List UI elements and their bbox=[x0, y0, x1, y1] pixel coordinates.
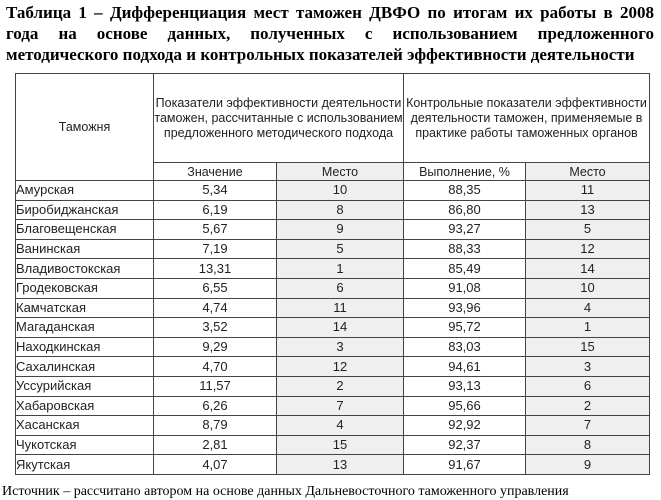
cell-execution: 92,37 bbox=[404, 435, 526, 455]
cell-place-method: 1 bbox=[277, 259, 404, 279]
cell-place-method: 14 bbox=[277, 318, 404, 338]
cell-execution: 93,13 bbox=[404, 376, 526, 396]
cell-execution: 92,92 bbox=[404, 416, 526, 436]
cell-value: 3,52 bbox=[154, 318, 277, 338]
cell-value: 6,26 bbox=[154, 396, 277, 416]
cell-place-control: 12 bbox=[526, 239, 650, 259]
cell-place-method: 6 bbox=[277, 278, 404, 298]
cell-place-control: 9 bbox=[526, 455, 650, 475]
cell-place-control: 11 bbox=[526, 181, 650, 201]
cell-place-control: 10 bbox=[526, 278, 650, 298]
table-row bbox=[16, 376, 650, 396]
source-note: Источник – рассчитано автором на основе данных Дальневосточного таможенного управления bbox=[2, 484, 569, 499]
cell-execution: 94,61 bbox=[404, 357, 526, 377]
table-caption: Таблица 1 – Дифференциация мест таможен ДВФО по итогам их работы в 2008 года на основе данных, полученных с использованием предложенного методического подхода и контрольных показателей эффективности деятельности bbox=[6, 3, 654, 64]
cell-customs-name: Биробиджанская bbox=[16, 200, 154, 220]
header-place-control: Место bbox=[526, 163, 650, 181]
table-row bbox=[16, 435, 650, 455]
cell-place-method: 13 bbox=[277, 455, 404, 475]
cell-place-method: 9 bbox=[277, 220, 404, 240]
cell-customs-name: Камчатская bbox=[16, 298, 154, 318]
cell-place-method: 10 bbox=[277, 181, 404, 201]
cell-customs-name: Чукотская bbox=[16, 435, 154, 455]
table-row bbox=[16, 278, 650, 298]
cell-place-method: 8 bbox=[277, 200, 404, 220]
cell-value: 4,07 bbox=[154, 455, 277, 475]
cell-execution: 95,66 bbox=[404, 396, 526, 416]
cell-customs-name: Гродековская bbox=[16, 278, 154, 298]
cell-customs-name: Сахалинская bbox=[16, 357, 154, 377]
table-row bbox=[16, 181, 650, 201]
cell-value: 11,57 bbox=[154, 376, 277, 396]
customs-table bbox=[15, 73, 650, 475]
cell-value: 2,81 bbox=[154, 435, 277, 455]
cell-execution: 88,35 bbox=[404, 181, 526, 201]
cell-execution: 93,27 bbox=[404, 220, 526, 240]
table-row bbox=[16, 318, 650, 338]
cell-place-control: 1 bbox=[526, 318, 650, 338]
cell-value: 5,34 bbox=[154, 181, 277, 201]
table-body bbox=[16, 181, 650, 475]
cell-value: 9,29 bbox=[154, 337, 277, 357]
cell-place-method: 2 bbox=[277, 376, 404, 396]
cell-place-control: 2 bbox=[526, 396, 650, 416]
cell-customs-name: Амурская bbox=[16, 181, 154, 201]
cell-execution: 93,96 bbox=[404, 298, 526, 318]
cell-value: 6,19 bbox=[154, 200, 277, 220]
cell-value: 8,79 bbox=[154, 416, 277, 436]
cell-place-control: 13 bbox=[526, 200, 650, 220]
cell-execution: 88,33 bbox=[404, 239, 526, 259]
header-value: Значение bbox=[154, 163, 277, 181]
cell-place-method: 3 bbox=[277, 337, 404, 357]
header-place-method: Место bbox=[277, 163, 404, 181]
table-row bbox=[16, 337, 650, 357]
cell-place-method: 7 bbox=[277, 396, 404, 416]
cell-place-control: 6 bbox=[526, 376, 650, 396]
cell-value: 5,67 bbox=[154, 220, 277, 240]
cell-place-control: 3 bbox=[526, 357, 650, 377]
cell-customs-name: Якутская bbox=[16, 455, 154, 475]
cell-value: 4,70 bbox=[154, 357, 277, 377]
table-row bbox=[16, 357, 650, 377]
cell-execution: 91,67 bbox=[404, 455, 526, 475]
cell-place-control: 7 bbox=[526, 416, 650, 436]
cell-execution: 86,80 bbox=[404, 200, 526, 220]
cell-place-control: 15 bbox=[526, 337, 650, 357]
cell-place-control: 5 bbox=[526, 220, 650, 240]
cell-value: 13,31 bbox=[154, 259, 277, 279]
cell-execution: 95,72 bbox=[404, 318, 526, 338]
cell-value: 4,74 bbox=[154, 298, 277, 318]
cell-place-control: 4 bbox=[526, 298, 650, 318]
cell-customs-name: Ванинская bbox=[16, 239, 154, 259]
cell-customs-name: Хабаровская bbox=[16, 396, 154, 416]
cell-place-method: 15 bbox=[277, 435, 404, 455]
cell-customs-name: Находкинская bbox=[16, 337, 154, 357]
cell-customs-name: Магаданская bbox=[16, 318, 154, 338]
header-group-method: Показатели эффективности деятельности таможен, рассчитанные с использованием предложенного методического подхода bbox=[154, 74, 404, 163]
cell-customs-name: Хасанская bbox=[16, 416, 154, 436]
cell-place-method: 12 bbox=[277, 357, 404, 377]
table-row bbox=[16, 396, 650, 416]
cell-place-control: 8 bbox=[526, 435, 650, 455]
cell-value: 7,19 bbox=[154, 239, 277, 259]
cell-execution: 83,03 bbox=[404, 337, 526, 357]
cell-customs-name: Уссурийская bbox=[16, 376, 154, 396]
cell-execution: 91,08 bbox=[404, 278, 526, 298]
table-row bbox=[16, 455, 650, 475]
cell-customs-name: Владивостокская bbox=[16, 259, 154, 279]
table-row bbox=[16, 239, 650, 259]
table-row bbox=[16, 416, 650, 436]
table-row bbox=[16, 298, 650, 318]
table-row bbox=[16, 200, 650, 220]
cell-place-method: 11 bbox=[277, 298, 404, 318]
header-customs: Таможня bbox=[16, 74, 154, 181]
header-group-control: Контрольные показатели эффективности деятельности таможен, применяемые в практике работы таможенных органов bbox=[404, 74, 650, 163]
cell-value: 6,55 bbox=[154, 278, 277, 298]
table-row bbox=[16, 220, 650, 240]
cell-place-control: 14 bbox=[526, 259, 650, 279]
cell-execution: 85,49 bbox=[404, 259, 526, 279]
cell-customs-name: Благовещенская bbox=[16, 220, 154, 240]
cell-place-method: 4 bbox=[277, 416, 404, 436]
header-execution: Выполнение, % bbox=[404, 163, 526, 181]
table-row bbox=[16, 259, 650, 279]
cell-place-method: 5 bbox=[277, 239, 404, 259]
